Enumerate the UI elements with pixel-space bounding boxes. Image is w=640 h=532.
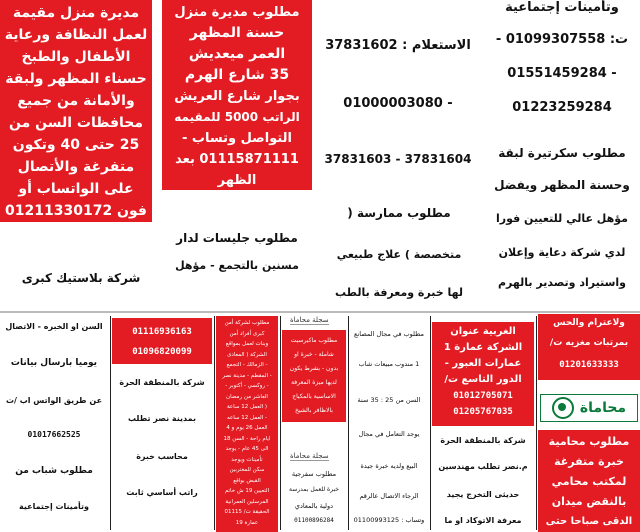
ad-line: الظهر — [217, 173, 257, 188]
phone-line: 01096820099 — [132, 347, 192, 357]
ad-column-3-red — [216, 316, 278, 532]
ad-line: واستيراد وتصدير بالهرم — [497, 276, 626, 289]
ad-line: الشركة ( المعادى — [227, 351, 267, 358]
ad-line: - العمل 12 ساعه — [227, 414, 267, 421]
ad-line: الرجاء الاتصال عالرقم — [359, 492, 419, 500]
ad-column-7-red-top — [538, 314, 640, 380]
column-separator — [348, 316, 349, 530]
ad-house-manager-red — [162, 0, 312, 190]
ad-line: خبرة للعمل بمدرسة — [289, 486, 339, 493]
phone-line: 01012705071 — [453, 391, 513, 401]
ad-line: لعمل النظافة ورعاية — [4, 27, 148, 43]
ad-line: الأطفال والطبخ — [21, 49, 131, 65]
ad-line: مؤهل عالي للتعيين فورا — [496, 212, 628, 225]
ad-line: مديرة منزل مقيمة — [12, 5, 140, 21]
ad-line: بمرتبات مغزيه ت/ — [549, 338, 629, 348]
ad-line: الشركة عمارة 1 — [443, 342, 523, 353]
ad-line: مطلوب محامية — [548, 435, 630, 448]
ad-line: تأمينات ويوجد — [231, 456, 263, 463]
ad-line: مطلوب شباب من — [15, 466, 93, 476]
ad-line: عن طريق الواتس اب /ت — [5, 396, 103, 405]
page-divider — [0, 311, 640, 313]
ad-line: المرسلين العمرانية — [225, 498, 269, 505]
ad-line: والأمانة من جميع — [17, 93, 135, 109]
ad-line: - المقطم - مدينة نصر — [222, 372, 272, 379]
column-separator — [280, 316, 281, 530]
ad-housekeeper-red — [0, 0, 152, 222]
ad-line: خبرة متفرغة — [554, 455, 624, 468]
ad-line: شركة بالمنطقة الحرة — [440, 436, 526, 445]
ad-line: - الزمالك - التجمع — [226, 362, 268, 368]
ad-line: الى 45 عام - يوجد — [225, 446, 269, 452]
ad-line: 01115871111 بعد — [175, 152, 299, 167]
ad-line: متخصصة ) علاج طبيعي — [336, 248, 462, 261]
ad-line: بجوار شارع العريش — [174, 89, 300, 104]
ad-elderly-care — [0, 225, 312, 310]
phone-line: 01017662525 — [27, 430, 81, 439]
ad-line: مطلوب ماكيرسيت — [290, 337, 338, 344]
ad-line: شركة بلاستيك كبرى — [21, 271, 141, 285]
phone-line: 01201633333 — [559, 360, 619, 370]
phone-line: 01551459284 - — [507, 66, 617, 81]
ad-line: البيع ولديه خبرة جيدة — [360, 462, 418, 470]
column-separator — [430, 316, 431, 530]
phone-line: ت: 01099307558 - — [495, 32, 629, 47]
ad-line: الاساسية بالمكياج — [292, 393, 336, 400]
ad-line: حديثى التخرج يجيد — [446, 490, 520, 499]
ad-line: كبرى أفراد أمن — [229, 330, 265, 337]
ad-line: وحسنة المظهر ويفضل — [494, 178, 630, 192]
ad-line: حسناء المظهر ولبقة — [5, 71, 147, 87]
ad-column-6-red — [432, 322, 534, 426]
ad-line: عمارات العبور - — [444, 358, 522, 369]
ad-line: يوميا بارسال بيانات — [10, 358, 98, 368]
ad-line: الدقى صباحا حتى — [545, 516, 633, 527]
ad-line: التعيين 19 ش خاتم — [224, 488, 270, 494]
law-stamp: سجلة محاماة — [290, 316, 329, 324]
ad-line: التواصل وتساب - — [182, 131, 292, 146]
ad-line: معرفة الاتوكاد او ما — [444, 516, 522, 525]
ad-line: متفرغة والأتصال — [17, 159, 135, 175]
ad-line: الغربية عنوان — [450, 326, 516, 337]
column-separator — [110, 316, 111, 530]
ad-line: دولية بالمعادي — [294, 502, 334, 510]
law-stamp: سجلة محاماة — [290, 452, 329, 460]
ad-line: ايام راحة - السن 18 — [223, 435, 271, 442]
ad-column-1 — [0, 314, 108, 532]
ad-line: شركة بالمنطقة الحرة — [119, 378, 205, 387]
ad-column-6 — [432, 430, 534, 532]
ad-line: مطلوب في مجال المصانع — [354, 330, 424, 338]
phone-line: 01205767035 — [453, 407, 513, 417]
ad-line: محاسب خبرة — [136, 452, 188, 461]
column-separator — [536, 316, 537, 530]
ad-phones-column — [318, 30, 478, 180]
ad-line: شاملة - خبرة او — [294, 351, 334, 358]
phone-line: 01116936163 — [132, 327, 192, 337]
ad-line: وبنات لعمل بمواقع — [225, 341, 269, 347]
ad-line: مطلوب سفرجية — [291, 470, 337, 478]
ad-line: محافظات السن من — [8, 115, 144, 131]
ad-line: بالاظافر بالشيخ — [295, 407, 333, 414]
ad-line: مطلوب جليسات لدار — [176, 231, 298, 245]
ad-line: القبض بواقع — [233, 477, 261, 484]
ad-line: لديها ميزة المعرفة — [291, 379, 337, 386]
ad-line: الحقيقة ت/ 01115 — [224, 509, 270, 515]
ad-line: راتب أساسي ثابت — [126, 488, 198, 497]
ad-line: مسنين بالتجمع - مؤهل — [175, 259, 299, 272]
ad-column-2-red — [112, 318, 212, 364]
ad-line: 35 شارع الهرم — [184, 67, 290, 83]
ad-line: يوجد التعامل في مجال — [358, 430, 420, 438]
ad-column-2 — [112, 370, 212, 530]
ad-line: مطلوب لشركة أمن — [224, 320, 270, 326]
ad-line: العمر ميعديش — [188, 46, 286, 62]
ad-line: بدون - بشرط يكون — [289, 365, 339, 372]
phone-line: 01100896284 — [294, 517, 334, 524]
ad-line: 25 حتى 40 وتكون — [12, 137, 140, 153]
ad-line: سكن للمغتربين — [229, 467, 265, 473]
ad-line: - روكسي - أكتوبر - — [225, 383, 269, 389]
ad-line: العمل 26 يوم و 4 — [226, 425, 268, 431]
scales-icon — [552, 397, 574, 419]
ad-line: العاشر من رمضان — [226, 393, 268, 400]
ad-line: وتساب : 01100993125 — [353, 516, 425, 524]
ad-line: لمكتب محامي — [551, 475, 627, 488]
ad-line: السن من 25 : 35 سنة — [357, 396, 421, 404]
phone-line: 01223259284 — [512, 100, 612, 115]
column-separator — [214, 316, 215, 530]
ad-line: 1 مندوب مبيعات شاب — [358, 360, 420, 368]
phone-line: 37831603 - 37831604 — [324, 152, 472, 166]
phone-line: 01000003080 - — [343, 96, 453, 111]
ad-line: على الواتساب أو — [18, 181, 134, 197]
ad-line: بمدينة نصر تطلب — [127, 414, 197, 423]
ad-line: الراتب 5000 للمقيمه — [174, 110, 300, 124]
ad-secretary-column — [484, 0, 640, 300]
ad-line: ( العمل 12 ساعة — [226, 404, 268, 410]
law-logo — [540, 394, 638, 422]
phone-line: الاستعلام : 37831602 — [325, 38, 471, 53]
ad-line: بالنقض ميدان — [551, 495, 627, 508]
ad-column-4-red — [282, 330, 346, 422]
ad-column-5 — [350, 314, 428, 532]
law-logo-text: محاماة — [579, 400, 627, 416]
ad-line: حسنة المظهر — [189, 25, 285, 41]
ad-line: فون 01211330172 — [5, 203, 147, 219]
ad-line: مطلوب ممارسة ( — [347, 206, 451, 220]
ad-line: لدي شركة دعاية وإعلان — [498, 246, 626, 259]
ad-line: وتأمينات إجتماعية — [18, 502, 89, 511]
ad-line: مطلوب سكرتيرة لبقة — [498, 146, 626, 160]
ad-column-7-red — [538, 430, 640, 532]
ad-physiotherapy — [318, 200, 480, 310]
ad-line: م.نصر تطلب مهندسين — [438, 462, 528, 471]
ad-column-4 — [282, 466, 346, 532]
ad-line: الدور التاسع ت/ — [444, 374, 522, 385]
ad-line: لها خبرة ومعرفة بالطب — [334, 286, 464, 299]
ad-line: وتأمينات إجتماعية — [505, 0, 619, 15]
ad-line: مطلوب مديرة منزل — [174, 5, 300, 20]
ad-line: ولاعترام والحس — [553, 318, 625, 328]
ad-line: السن او الخبره - الاتصال — [5, 322, 103, 331]
ad-line: عمارة 19 — [235, 519, 259, 526]
